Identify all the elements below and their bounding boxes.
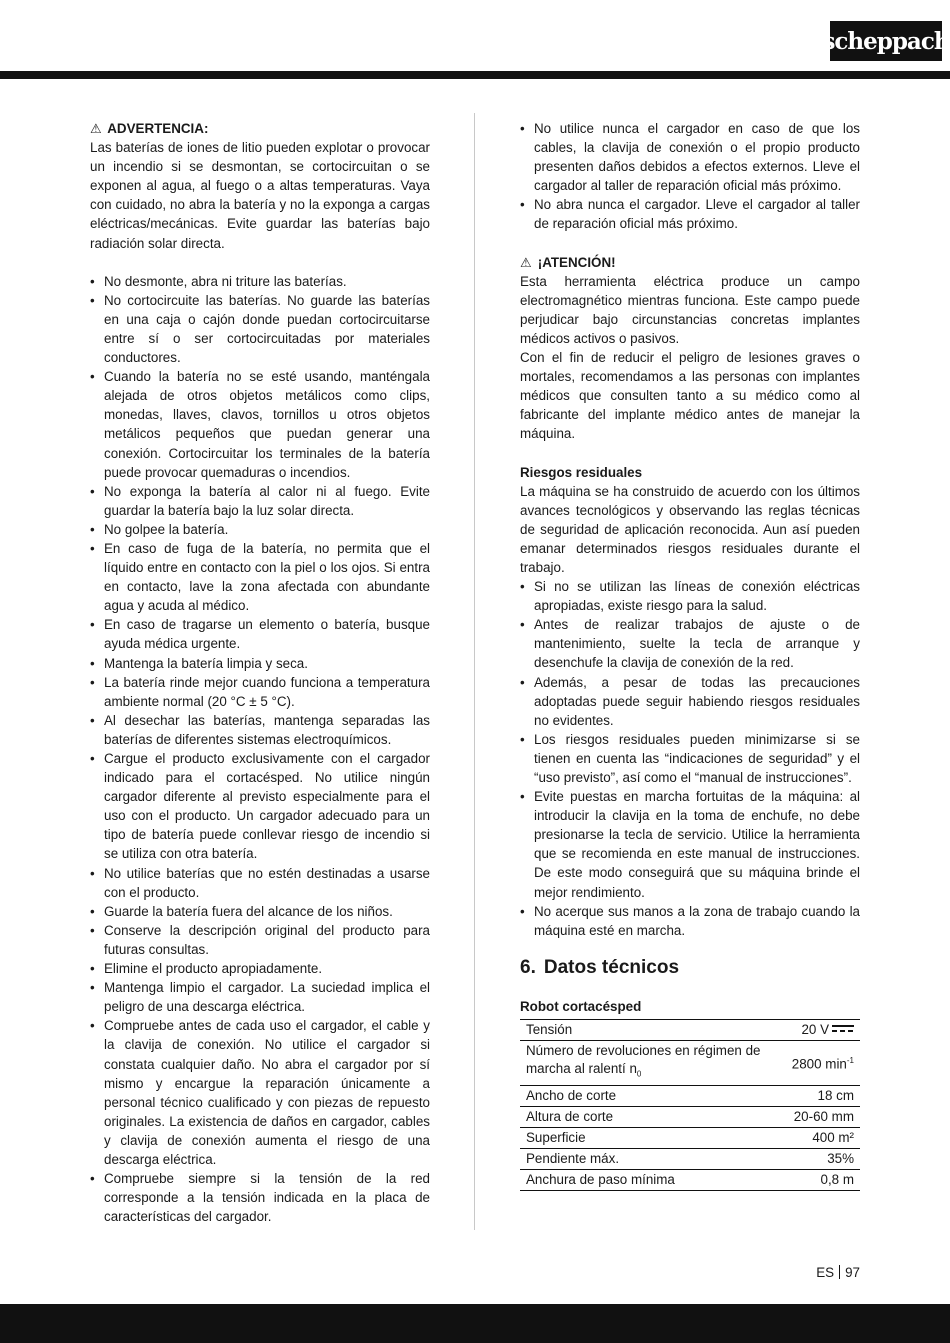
spec-value bbox=[786, 1040, 860, 1085]
page-number bbox=[780, 1265, 860, 1280]
page-number-value: 97 bbox=[845, 1265, 860, 1280]
list-item: • Conserve la descripción original del producto para futuras consultas. bbox=[90, 921, 430, 959]
list-item: • No desmonte, abra ni triture las baterías. bbox=[90, 272, 430, 291]
column-divider bbox=[474, 113, 475, 1230]
table-row bbox=[520, 1040, 860, 1085]
spec-label: Tensión bbox=[520, 1019, 786, 1040]
spec-label: Anchura de paso mínima bbox=[520, 1169, 786, 1190]
charger-safety-list bbox=[520, 119, 860, 234]
spec-table-title: Robot cortacésped bbox=[520, 998, 642, 1014]
attention-paragraph: Con el fin de reducir el peligro de lesiones graves o mortales, recomendamos a las personas con implantes médicos que consulten tanto a su médico como al fabricante del implante médico antes de manejar la máquina. bbox=[520, 350, 860, 442]
warning-heading bbox=[90, 119, 430, 138]
right-column bbox=[520, 119, 860, 1191]
page-number-separator bbox=[839, 1265, 840, 1279]
spec-label: Altura de corte bbox=[520, 1106, 786, 1127]
page-language: ES bbox=[816, 1265, 835, 1280]
spec-label: Pendiente máx. bbox=[520, 1148, 786, 1169]
list-item: • No abra nunca el cargador. Lleve el cargador al taller de reparación oficial más próximo. bbox=[520, 195, 860, 233]
list-item: • No cortocircuite las baterías. No guarde las baterías en una caja o cajón donde puedan cortocircuitarse entre sí o ser cortocircuitadas por materiales conductores. bbox=[90, 291, 430, 367]
list-item: • Guarde la batería fuera del alcance de los niños. bbox=[90, 902, 430, 921]
dc-current-icon bbox=[832, 1025, 854, 1033]
spec-value: 20-60 mm bbox=[786, 1106, 860, 1127]
footer-bar bbox=[0, 1304, 950, 1343]
list-item: • En caso de tragarse un elemento o batería, busque ayuda médica urgente. bbox=[90, 615, 430, 653]
spec-value-text: 20 V bbox=[801, 1021, 829, 1037]
spec-label: Superficie bbox=[520, 1127, 786, 1148]
table-row bbox=[520, 1127, 860, 1148]
warning-triangle-icon: ⚠ bbox=[520, 254, 532, 270]
list-item: • Cuando la batería no se esté usando, manténgala alejada de otros objetos metálicos como clips, monedas, llaves, clavos, tornillos u otros objetos metálicos pequeños que puedan generar una conexión. Cortocircuitar los terminales de la batería puede provocar quemaduras o incendios. bbox=[90, 367, 430, 482]
list-item: • Mantenga la batería limpia y seca. bbox=[90, 654, 430, 673]
list-item: • Si no se utilizan las líneas de conexión eléctricas apropiadas, existe riesgo para la salud. bbox=[520, 577, 860, 615]
table-row bbox=[520, 1169, 860, 1190]
table-row bbox=[520, 1019, 860, 1040]
list-item: • Al desechar las baterías, mantenga separadas las baterías de diferentes sistemas electroquímicos. bbox=[90, 711, 430, 749]
header-rule bbox=[0, 71, 950, 79]
list-item: • Los riesgos residuales pueden minimizarse si se tienen en cuenta las “indicaciones de seguridad” y el “uso previsto”, así como el “manual de instrucciones”. bbox=[520, 730, 860, 787]
list-item: • Mantenga limpio el cargador. La suciedad implica el peligro de una descarga eléctrica. bbox=[90, 978, 430, 1016]
spacer bbox=[90, 253, 430, 272]
list-item: • No golpee la batería. bbox=[90, 520, 430, 539]
left-column bbox=[90, 119, 430, 1226]
warning-title: ADVERTENCIA: bbox=[107, 121, 209, 136]
spec-label bbox=[520, 1040, 786, 1085]
brand-logo bbox=[822, 21, 950, 61]
section-heading bbox=[520, 957, 860, 979]
list-item: • No utilice nunca el cargador en caso de que los cables, la clavija de conexión o el propio producto presenten daños debidos a efectos externos. Lleve el cargador al taller de reparación oficial más próximo. bbox=[520, 119, 860, 195]
table-row bbox=[520, 1085, 860, 1106]
list-item: • Compruebe siempre si la tensión de la red corresponde a la tensión indicada en la placa de características del cargador. bbox=[90, 1169, 430, 1226]
list-item: • Compruebe antes de cada uso el cargador, el cable y la clavija de conexión. No utilice el cargador si constata cualquier daño. No abra el cargador por sí mismo y encargue la reparación únicamente a personal técnico cualificado y con piezas de repuesto originales. La existencia de daños en cargador, cables y clavija de conexión aumenta el riesgo de una descarga eléctrica. bbox=[90, 1016, 430, 1169]
residual-risks-list bbox=[520, 577, 860, 940]
list-item: • Además, a pesar de todas las precauciones adoptadas puede seguir habiendo riesgos residuales no evidentes. bbox=[520, 673, 860, 730]
warning-text: Las baterías de iones de litio pueden explotar o provocar un incendio si se desmontan, se cortocircuitan o se exponen al agua, al fuego o a altas temperaturas. Vaya con cuidado, no abra la batería y no la exponga a cargas eléctricas/mecánicas. Evite guardar las baterías bajo radiación solar directa. bbox=[90, 140, 430, 251]
spec-label-text: Número de revoluciones en régimen de marcha al ralentí n bbox=[526, 1042, 761, 1076]
spec-value: 35% bbox=[786, 1148, 860, 1169]
spec-label: Ancho de corte bbox=[520, 1085, 786, 1106]
brand-logo-text: scheppach bbox=[822, 27, 950, 55]
battery-safety-list bbox=[90, 272, 430, 1227]
list-item: • No utilice baterías que no estén destinadas a usarse con el producto. bbox=[90, 864, 430, 902]
list-item: • En caso de fuga de la batería, no permita que el líquido entre en contacto con la piel o los ojos. Si entra en contacto, lave la zona afectada con abundante agua y acuda al médico. bbox=[90, 539, 430, 615]
warning-triangle-icon: ⚠ bbox=[90, 121, 102, 136]
spacer bbox=[520, 234, 860, 253]
list-item: • Evite puestas en marcha fortuitas de la máquina: al introducir la clavija en la toma de enchufe, no debe presionarse la tecla de servicio. Utilice la herramienta que se recomienda en este manual de instrucciones. De este modo conseguirá que su máquina brinde el mejor rendimiento. bbox=[520, 787, 860, 902]
list-item: • Elimine el producto apropiadamente. bbox=[90, 959, 430, 978]
attention-title: ¡ATENCIÓN! bbox=[537, 254, 616, 270]
spec-label-subscript: 0 bbox=[636, 1069, 642, 1079]
spec-table bbox=[520, 1019, 860, 1191]
table-row bbox=[520, 1148, 860, 1169]
attention-heading bbox=[520, 253, 860, 272]
list-item: • La batería rinde mejor cuando funciona a temperatura ambiente normal (20 °C ± 5 °C). bbox=[90, 673, 430, 711]
list-item: • Cargue el producto exclusivamente con el cargador indicado para el cortacésped. No utilice ningún cargador diferente al previsto especialmente para el uso con el producto. Un cargador adecuado para un tipo de batería puede conllevar riesgo de incendio si se utiliza con otra batería. bbox=[90, 749, 430, 864]
spacer bbox=[520, 444, 860, 463]
spec-value: 0,8 m bbox=[786, 1169, 860, 1190]
spec-value-text: 2800 min bbox=[791, 1056, 847, 1072]
attention-paragraph: Esta herramienta eléctrica produce un campo electromagnético mientras funciona. Este campo puede perjudicar bajo circunstancias concretas implantes médicos activos o pasivos. bbox=[520, 273, 860, 346]
list-item: • No exponga la batería al calor ni al fuego. Evite guardar la batería bajo la luz solar directa. bbox=[90, 482, 430, 520]
residual-risks-heading: Riesgos residuales bbox=[520, 464, 643, 480]
spec-value bbox=[786, 1019, 860, 1040]
section-title: Datos técnicos bbox=[543, 956, 680, 978]
list-item: • Antes de realizar trabajos de ajuste o de mantenimiento, suelte la tecla de arranque y desenchufe la clavija de conexión de la red. bbox=[520, 615, 860, 672]
list-item: • No acerque sus manos a la zona de trabajo cuando la máquina esté en marcha. bbox=[520, 902, 860, 940]
table-row bbox=[520, 1106, 860, 1127]
spec-value-superscript: -1 bbox=[846, 1056, 854, 1066]
spec-value: 18 cm bbox=[786, 1085, 860, 1106]
section-number: 6. bbox=[520, 956, 536, 978]
residual-risks-text: La máquina se ha construido de acuerdo con los últimos avances tecnológicos y observando las reglas técnicas de seguridad de aplicación reconocida. Aun así pueden emanar determinados riesgos residuales durante el trabajo. bbox=[520, 483, 860, 575]
spec-value: 400 m² bbox=[786, 1127, 860, 1148]
